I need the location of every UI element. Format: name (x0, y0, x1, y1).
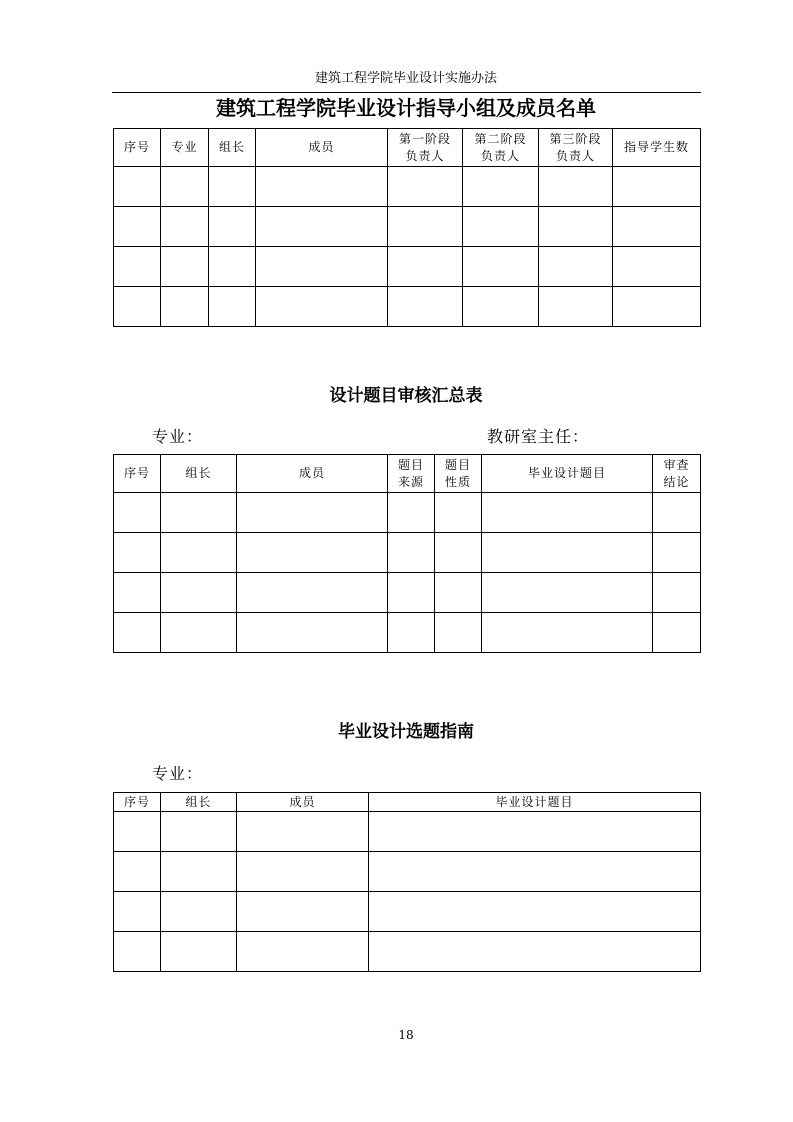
table2-title: 设计题目审核汇总表 (329, 386, 483, 406)
table-cell[interactable] (237, 613, 388, 653)
table-cell[interactable] (209, 167, 256, 207)
table-cell[interactable] (435, 533, 482, 573)
table-cell[interactable] (161, 493, 237, 533)
header-nature-line1: 题目 (444, 457, 471, 472)
header-stage3-line2: 负责人 (555, 148, 595, 163)
table-cell[interactable] (482, 533, 653, 573)
table-cell[interactable] (114, 613, 161, 653)
table-cell[interactable] (369, 892, 701, 932)
table-cell[interactable] (209, 247, 256, 287)
table-cell[interactable] (369, 852, 701, 892)
table-header-row (114, 129, 701, 167)
header-seq: 序号 (114, 793, 161, 812)
header-stage3-line1: 第三阶段 (549, 131, 602, 146)
table-row (114, 207, 701, 247)
header-student-count: 指导学生数 (613, 129, 701, 167)
topic-review-table (113, 454, 701, 653)
table-row (114, 892, 701, 932)
table-cell[interactable] (237, 493, 388, 533)
table-cell[interactable] (463, 167, 539, 207)
table-row (114, 852, 701, 892)
table-cell[interactable] (388, 613, 435, 653)
header-review (653, 455, 701, 493)
table-cell[interactable] (463, 287, 539, 327)
table-cell[interactable] (388, 247, 463, 287)
header-stage3 (539, 129, 613, 167)
header-stage1-line2: 负责人 (405, 148, 445, 163)
table-cell[interactable] (237, 812, 369, 852)
table-cell[interactable] (463, 207, 539, 247)
table-cell[interactable] (482, 613, 653, 653)
header-major: 专业 (161, 129, 209, 167)
table-row (114, 167, 701, 207)
header-leader: 组长 (161, 793, 237, 812)
header-rule (112, 92, 701, 93)
table-row (114, 812, 701, 852)
table-row (114, 613, 701, 653)
header-review-line2: 结论 (663, 474, 690, 489)
table1-title: 建筑工程学院毕业设计指导小组及成员名单 (216, 96, 596, 120)
table-row (114, 493, 701, 533)
table-cell[interactable] (114, 892, 161, 932)
header-topic: 毕业设计题目 (482, 455, 653, 493)
table-cell[interactable] (114, 573, 161, 613)
table-cell[interactable] (161, 852, 237, 892)
header-nature (435, 455, 482, 493)
table-row (114, 247, 701, 287)
topic-guide-table (113, 792, 701, 972)
table-cell[interactable] (161, 207, 209, 247)
table-cell[interactable] (435, 493, 482, 533)
header-members: 成员 (237, 793, 369, 812)
table-cell[interactable] (388, 573, 435, 613)
table-cell[interactable] (114, 287, 161, 327)
header-review-line1: 审查 (663, 457, 690, 472)
table-cell[interactable] (256, 167, 388, 207)
header-topic: 毕业设计题目 (369, 793, 701, 812)
table-cell[interactable] (482, 573, 653, 613)
table-cell[interactable] (114, 207, 161, 247)
table-cell[interactable] (237, 533, 388, 573)
table-cell[interactable] (613, 207, 701, 247)
table-cell[interactable] (653, 493, 701, 533)
header-source-line1: 题目 (397, 457, 424, 472)
table-cell[interactable] (161, 812, 237, 852)
header-seq: 序号 (114, 129, 161, 167)
header-nature-line2: 性质 (444, 474, 471, 489)
table2-director-label: 教研室主任： (487, 427, 590, 446)
header-members: 成员 (237, 455, 388, 493)
table-cell[interactable] (161, 167, 209, 207)
table-cell[interactable] (463, 247, 539, 287)
table-cell[interactable] (237, 892, 369, 932)
table-cell[interactable] (114, 932, 161, 972)
table-cell[interactable] (369, 812, 701, 852)
table-cell[interactable] (388, 493, 435, 533)
header-stage2 (463, 129, 539, 167)
table-row (114, 932, 701, 972)
table-cell[interactable] (161, 573, 237, 613)
table-cell[interactable] (114, 533, 161, 573)
table-cell[interactable] (114, 167, 161, 207)
table2-major-label: 专业： (152, 427, 204, 446)
table-row (114, 287, 701, 327)
table-cell[interactable] (613, 287, 701, 327)
table-cell[interactable] (388, 167, 463, 207)
header-source-line2: 来源 (397, 474, 424, 489)
table-cell[interactable] (369, 932, 701, 972)
table-row (114, 573, 701, 613)
table-cell[interactable] (161, 613, 237, 653)
header-stage1 (388, 129, 463, 167)
table-cell[interactable] (435, 573, 482, 613)
table-cell[interactable] (161, 892, 237, 932)
table-cell[interactable] (256, 247, 388, 287)
header-stage2-line2: 负责人 (480, 148, 520, 163)
table-row (114, 533, 701, 573)
header-stage1-line1: 第一阶段 (398, 131, 451, 146)
table-cell[interactable] (653, 613, 701, 653)
guidance-group-table (113, 128, 701, 327)
table-cell[interactable] (653, 573, 701, 613)
header-leader: 组长 (209, 129, 256, 167)
table-cell[interactable] (237, 573, 388, 613)
table-cell[interactable] (209, 207, 256, 247)
table-cell[interactable] (653, 533, 701, 573)
table-cell[interactable] (256, 207, 388, 247)
table-cell[interactable] (237, 932, 369, 972)
table-cell[interactable] (388, 533, 435, 573)
table-cell[interactable] (539, 207, 613, 247)
table-cell[interactable] (114, 812, 161, 852)
table-cell[interactable] (388, 287, 463, 327)
table-cell[interactable] (256, 287, 388, 327)
table-cell[interactable] (539, 167, 613, 207)
table-cell[interactable] (161, 287, 209, 327)
table-cell[interactable] (237, 852, 369, 892)
table-cell[interactable] (114, 493, 161, 533)
table-header-row (114, 455, 701, 493)
table-cell[interactable] (613, 167, 701, 207)
table-cell[interactable] (209, 287, 256, 327)
table-cell[interactable] (114, 852, 161, 892)
table-cell[interactable] (161, 247, 209, 287)
running-header: 建筑工程学院毕业设计实施办法 (314, 71, 497, 86)
table-cell[interactable] (435, 613, 482, 653)
header-source (388, 455, 435, 493)
header-seq: 序号 (114, 455, 161, 493)
page-number: 18 (398, 1028, 414, 1042)
table-cell[interactable] (388, 207, 463, 247)
header-stage2-line1: 第二阶段 (474, 131, 527, 146)
header-members: 成员 (256, 129, 388, 167)
header-leader: 组长 (161, 455, 237, 493)
table-header-row (114, 793, 701, 812)
table-cell[interactable] (613, 247, 701, 287)
table3-title: 毕业设计选题指南 (338, 722, 474, 742)
table-cell[interactable] (539, 247, 613, 287)
table3-major-label: 专业： (152, 764, 204, 783)
table-cell[interactable] (539, 287, 613, 327)
table-cell[interactable] (161, 533, 237, 573)
table-cell[interactable] (161, 932, 237, 972)
table-cell[interactable] (114, 247, 161, 287)
table-cell[interactable] (482, 493, 653, 533)
